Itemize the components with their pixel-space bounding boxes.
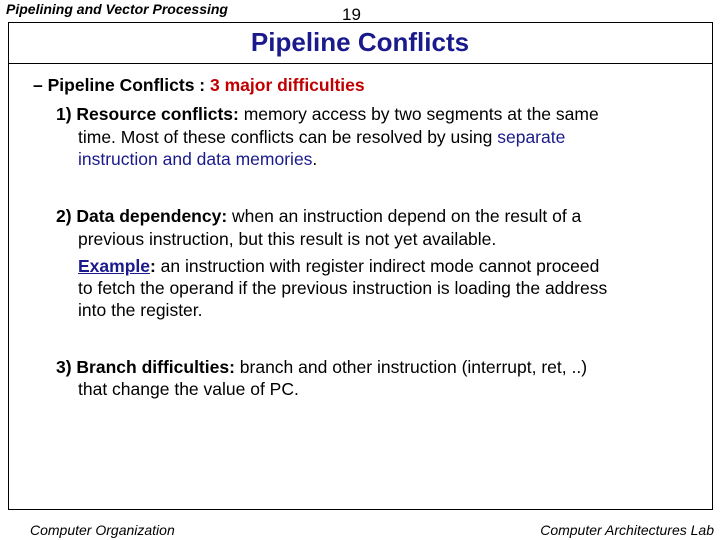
- example-colon: :: [149, 256, 156, 276]
- item1-line2: [78, 126, 565, 149]
- item1-text-1: memory access by two segments at the same: [238, 104, 599, 124]
- item1-line3: [78, 148, 317, 171]
- slide-title: Pipeline Conflicts: [250, 27, 470, 57]
- page-number: 19: [342, 5, 361, 24]
- footer-right: Computer Architectures Lab: [540, 522, 714, 538]
- item2-example-line2: to fetch the operand if the previous instruction is loading the address: [78, 278, 608, 298]
- intro-bullet-mark: –: [33, 75, 43, 95]
- item2-line2: previous instruction, but this result is not yet available.: [78, 229, 497, 249]
- title-divider: [9, 63, 712, 64]
- item3-line1: [56, 356, 587, 379]
- item1-text-3b: .: [312, 149, 318, 169]
- item2-label: 2) Data dependency:: [56, 206, 228, 226]
- item2-example-line3: into the register.: [78, 300, 203, 320]
- example-text-1: an instruction with register indirect mode cannot proceed: [155, 256, 600, 276]
- header-course-title: Pipelining and Vector Processing: [6, 1, 228, 17]
- example-label: Example: [78, 256, 150, 276]
- item1-text-2b: separate: [497, 127, 566, 147]
- item2-example-line1: [78, 255, 599, 278]
- intro-lead: Pipeline Conflicts :: [47, 75, 210, 95]
- item3-label: 3) Branch difficulties:: [56, 357, 235, 377]
- item3-line2: that change the value of PC.: [78, 379, 299, 399]
- item1-text-3a: instruction and data memories: [78, 149, 313, 169]
- item1-label: 1) Resource conflicts:: [56, 104, 239, 124]
- item1-line1: [56, 103, 599, 126]
- item3-text-1: branch and other instruction (interrupt, ret, ..): [234, 357, 588, 377]
- item1-text-2a: time. Most of these conflicts can be resolved by using: [78, 127, 498, 147]
- footer-left: Computer Organization: [30, 522, 175, 538]
- item2-text-1: when an instruction depend on the result of a: [227, 206, 582, 226]
- intro-bullet-line: [33, 74, 365, 97]
- intro-highlight: 3 major difficulties: [210, 75, 365, 95]
- item2-line1: [56, 205, 581, 228]
